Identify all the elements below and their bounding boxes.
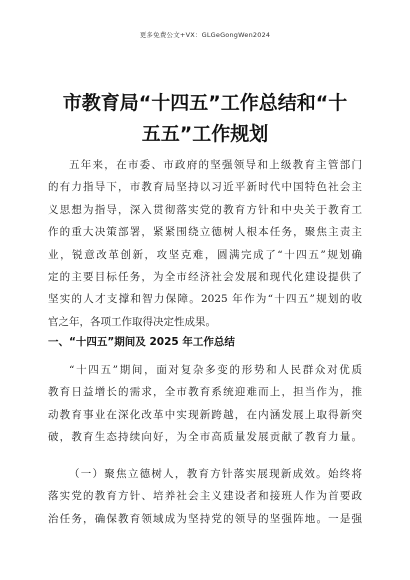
paragraph-subsection-1 [48,463,362,530]
paragraph-line: 五年来，在市委、市政府的坚强领导和上级教育主管部门 [69,159,362,171]
paragraph-line: （一）聚焦立德树人，教育方针落实展现新成效。始终将 [69,468,362,480]
paragraph-line: 动教育事业在深化改革中实现新跨越，在内涵发展上取得新突 [48,408,362,421]
paragraph-line: 教育日益增长的需求，全市教育系统迎难而上，担当作为，推 [48,386,362,399]
paragraph-line: 坚实的人才支撑和智力保障。2025 年作为“十四五”规划的收 [48,293,362,306]
title-line-1: 市教育局“十四五”工作总结和“十 [62,92,348,114]
paragraph-line: 业，锐意改革创新，攻坚克难，圆满完成了“十四五”规划确 [48,248,362,261]
paragraph-intro [48,154,362,333]
paragraph-line: 落实党的教育方针、培养社会主义建设者和接班人作为首要政 [48,490,362,503]
paragraph-line: 义思想为指导，深入贯彻落实党的教育方针和中央关于教育工 [48,203,362,216]
paragraph-line: 作的重大决策部署，紧紧围绕立德树人根本任务，聚焦主责主 [48,226,362,239]
title-line-2: 五五”工作规划 [141,123,269,145]
paragraph-line: 破，教育生态持续向好，为全市高质量发展贡献了教育力量。 [48,431,362,444]
document-title [40,88,370,150]
paragraph-summary [48,359,362,449]
header-note: 更多免费公文+VX：GLGeGongWen2024 [139,31,271,39]
paragraph-line: 的有力指导下，市教育局坚持以习近平新时代中国特色社会主 [48,181,362,194]
paragraph-line: 治任务，确保教育领域成为坚持党的领导的坚强阵地。一是强 [48,512,362,525]
paragraph-line: 官之年，各项工作取得决定性成果。 [48,315,216,328]
paragraph-line: “十四五”期间，面对复杂多变的形势和人民群众对优质 [69,364,362,376]
paragraph-line: 定的主要目标任务，为全市经济社会发展和现代化建设提供了 [48,271,362,284]
section-heading-1: 一、“十四五”期间及 2025 年工作总结 [48,336,235,348]
